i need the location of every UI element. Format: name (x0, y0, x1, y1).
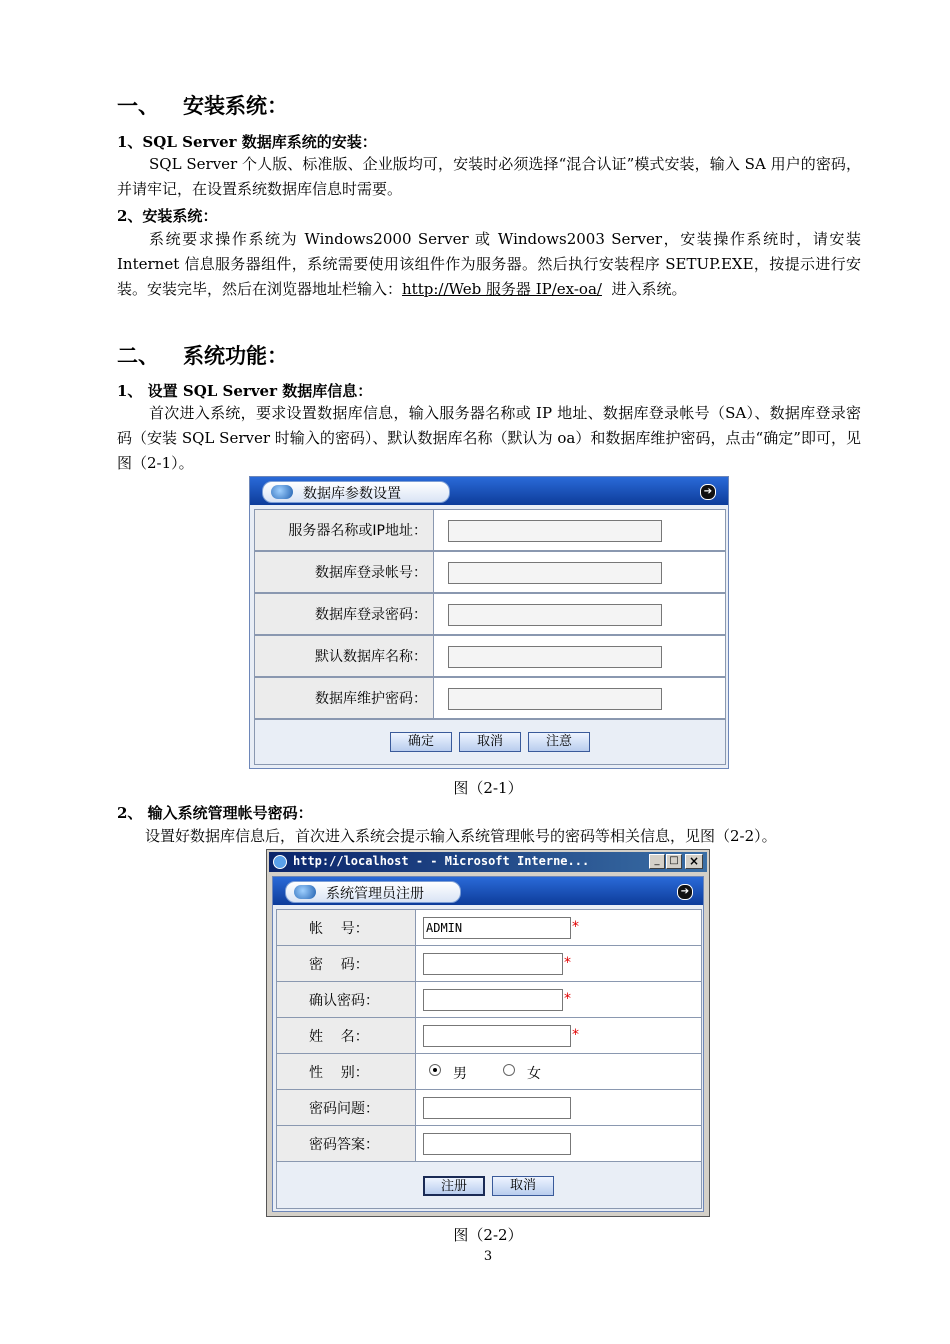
row-label: 数据库登录密码： (315, 607, 427, 623)
row-label: 密 码： (309, 956, 369, 973)
row-label: 数据库登录帐号： (315, 565, 427, 581)
account-input[interactable] (423, 917, 571, 939)
label-cell (277, 910, 416, 945)
form-row (276, 1125, 702, 1162)
label-cell (277, 1054, 416, 1089)
form-row (276, 981, 702, 1018)
system-url-link[interactable]: http://Web 服务器 IP/ex-oa/ (402, 280, 602, 298)
section2-sub1-body: 首次进入系统，要求设置数据库信息，输入服务器名称或 IP 地址、数据库登录帐号（SA）、数据库登录密码（安装 SQL Server 时输入的密码）、默认数据库名称（默认为 oa）和数据库维护密码，点击“确定”即可，见图（2-1）。 (117, 404, 861, 472)
security-question-input[interactable] (423, 1097, 571, 1119)
label-cell (255, 594, 434, 634)
label-cell (277, 1018, 416, 1053)
section1-title: 安装系统： (183, 94, 288, 118)
confirm-password-input[interactable] (423, 989, 563, 1011)
arrow-right-icon[interactable]: ➔ (677, 884, 693, 900)
section2-sub1-title: 1、 设置 SQL Server 数据库信息： (117, 382, 373, 400)
required-mark: * (572, 919, 579, 935)
form-row (276, 945, 702, 982)
admin-register-window (266, 849, 710, 1217)
dialog2-header (273, 877, 703, 905)
label-cell (277, 946, 416, 981)
gender-male-radio[interactable] (429, 1064, 441, 1076)
section1-number: 一、 (117, 94, 159, 118)
radio-selected-dot (433, 1068, 437, 1072)
required-mark: * (564, 991, 571, 1007)
register-panel (272, 876, 704, 1212)
section1-sub1-title: 1、SQL Server 数据库系统的安装： (117, 133, 377, 151)
cancel-button[interactable]: 取消 (492, 1176, 554, 1196)
label-cell (255, 552, 434, 592)
dialog1-title-pill (262, 481, 450, 503)
button-row (276, 1161, 702, 1209)
label-cell (277, 1090, 416, 1125)
form-row (254, 593, 726, 635)
db-settings-dialog (249, 476, 729, 769)
row-label: 默认数据库名称： (315, 649, 427, 665)
label-cell (277, 982, 416, 1017)
notice-button[interactable]: 注意 (528, 732, 590, 752)
ie-icon (273, 855, 287, 869)
section1-sub1-body: SQL Server 个人版、标准版、企业版均可，安装时必须选择“混合认证”模式安装，输入 SA 用户的密码，并请牢记，在设置系统数据库信息时需要。 (117, 155, 861, 198)
row-label: 密码问题： (309, 1100, 379, 1117)
page-number: 3 (483, 1249, 493, 1264)
row-label: 服务器名称或IP地址： (288, 523, 427, 539)
figure-caption-2-1: 图（2-1） (453, 779, 523, 797)
section2-title: 系统功能： (183, 344, 288, 368)
dialog1-title: 数据库参数设置 (303, 486, 401, 502)
figure-caption-2-2: 图（2-2） (453, 1226, 523, 1244)
ie-globe-icon (271, 485, 293, 499)
form-row (254, 551, 726, 593)
section1-sub2-title: 2、安装系统： (117, 207, 218, 225)
section2-heading (117, 340, 288, 370)
security-answer-input[interactable] (423, 1133, 571, 1155)
minimize-icon[interactable]: _ (649, 854, 665, 869)
row-label: 姓 名： (309, 1028, 369, 1045)
register-button[interactable]: 注册 (423, 1176, 485, 1196)
form-row (254, 509, 726, 551)
gender-male-label: 男 (453, 1066, 467, 1082)
form-row (276, 1089, 702, 1126)
maximize-icon[interactable]: □ (666, 854, 682, 869)
cancel-button[interactable]: 取消 (459, 732, 521, 752)
arrow-right-icon[interactable]: ➔ (700, 484, 716, 500)
row-label: 密码答案： (309, 1136, 379, 1153)
form-row (276, 1053, 702, 1090)
form-row (276, 1017, 702, 1054)
gender-female-radio[interactable] (503, 1064, 515, 1076)
form-row (276, 909, 702, 946)
row-label: 性 别： (309, 1064, 369, 1081)
sub2-body-text: 系统要求操作系统为 Windows2000 Server 或 Windows2003 Server，安装操作系统时，请安装 Internet 信息服务器组件，系统需要使用该组件作为服务器。然后执行安装程序 SETUP.EXE，按提示进行安装。安装完毕，然后在浏览器地址栏输入： (117, 230, 861, 298)
window-title: http://localhost - - Microsoft Interne... (293, 854, 590, 868)
required-mark: * (564, 955, 571, 971)
section1-sub2-body (117, 227, 861, 302)
default-db-name-input[interactable] (448, 646, 662, 668)
section1-heading (117, 90, 288, 120)
sub2-body-tail: 进入系统。 (601, 280, 687, 298)
server-name-input[interactable] (448, 520, 662, 542)
label-cell (255, 636, 434, 676)
dialog2-title: 系统管理员注册 (326, 886, 424, 902)
label-cell (277, 1126, 416, 1161)
close-icon[interactable]: × (685, 854, 703, 869)
dialog1-header (250, 477, 728, 505)
section2-sub2-title: 2、 输入系统管理帐号密码： (117, 804, 313, 822)
confirm-button[interactable]: 确定 (390, 732, 452, 752)
password-input[interactable] (423, 953, 563, 975)
row-label: 确认密码： (309, 992, 379, 1009)
form-row (254, 635, 726, 677)
section2-sub2-body: 设置好数据库信息后，首次进入系统会提示输入系统管理帐号的密码等相关信息，见图（2-2）。 (145, 827, 777, 845)
button-row (254, 719, 726, 765)
row-label: 数据库维护密码： (315, 691, 427, 707)
window-titlebar (269, 852, 707, 872)
label-cell (255, 510, 434, 550)
form-row (254, 677, 726, 719)
db-login-account-input[interactable] (448, 562, 662, 584)
name-input[interactable] (423, 1025, 571, 1047)
section2-number: 二、 (117, 344, 159, 368)
dialog2-title-pill (285, 881, 461, 903)
row-label: 帐 号： (309, 920, 369, 937)
label-cell (255, 678, 434, 718)
ie-globe-icon (294, 885, 316, 899)
db-login-password-input[interactable] (448, 604, 662, 626)
db-maintenance-password-input[interactable] (448, 688, 662, 710)
gender-female-label: 女 (527, 1066, 541, 1082)
required-mark: * (572, 1027, 579, 1043)
